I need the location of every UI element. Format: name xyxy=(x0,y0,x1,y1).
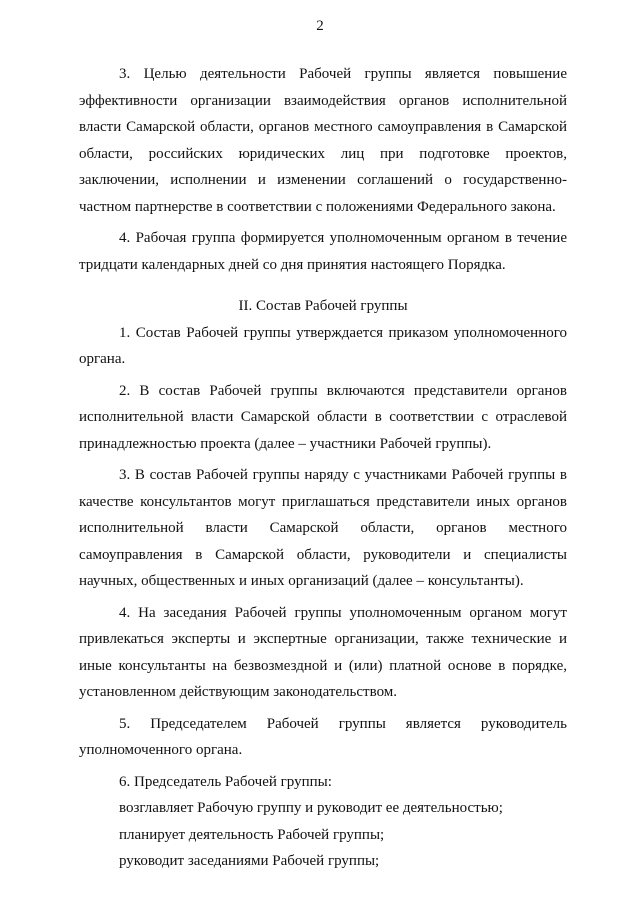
page-number: 2 xyxy=(316,18,324,34)
paragraph-members: 2. В состав Рабочей группы включаются представители органов исполнительной власти Самарской области в соответствии с отраслевой принадлежностью проекта (далее – участники Рабочей группы). xyxy=(79,382,567,452)
list-item: возглавляет Рабочую группу и руководит ее деятельностью; xyxy=(119,800,503,816)
paragraph-chairman-duties: 6. Председатель Рабочей группы: xyxy=(119,773,332,790)
paragraph-composition-approval: 1. Состав Рабочей группы утверждается приказом уполномоченного органа. xyxy=(79,324,567,367)
paragraph-experts: 4. На заседания Рабочей группы уполномоченным органом могут привлекаться эксперты и экспертные организации, также технические и иные консультанты на безвозмездной и (или) платной основе в порядке, установленном действующим законодательством. xyxy=(79,604,567,700)
paragraph-consultants: 3. В состав Рабочей группы наряду с участниками Рабочей группы в качестве консультантов могут приглашаться представители иных органов исполнительной власти Самарской области, органов местного самоуправления в Самарской области, руководители и специалисты научных, общественных и иных организаций (далее – консультанты). xyxy=(79,467,567,589)
list-item: планирует деятельность Рабочей группы; xyxy=(119,826,385,843)
list-item: руководит заседаниями Рабочей группы; xyxy=(119,853,380,869)
document-body xyxy=(79,61,567,875)
paragraph-goal: 3. Целью деятельности Рабочей группы является повышение эффективности организации взаимодействия органов исполнительной власти Самарской области, органов местного самоуправления в Самарской области, российских юридических лиц при подготовке проектов, заключении, исполнении и изменении соглашений о государственно-частном партнерстве в соответствии с положениями Федерального закона. xyxy=(79,66,567,215)
paragraph-chairman: 5. Председателем Рабочей группы является руководитель уполномоченного органа. xyxy=(79,715,567,758)
section-heading: II. Состав Рабочей группы xyxy=(238,298,408,314)
paragraph-formation: 4. Рабочая группа формируется уполномоченным органом в течение тридцати календарных дней со дня принятия настоящего Порядка. xyxy=(79,230,567,273)
